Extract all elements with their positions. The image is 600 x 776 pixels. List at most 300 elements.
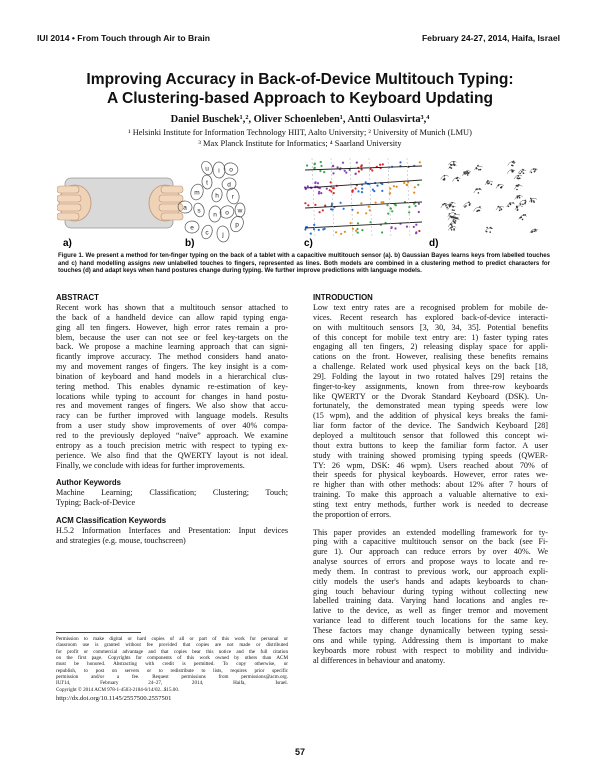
key-letter: s: [197, 207, 201, 215]
cluster-point: [511, 165, 513, 167]
cluster-point: [499, 210, 501, 212]
cluster-point: [519, 178, 521, 180]
touch-point: [360, 202, 362, 204]
touch-point: [304, 228, 306, 230]
intro-line: a challenge. Related work used physical keys on the back [18,: [313, 362, 548, 372]
touch-point: [357, 232, 359, 234]
intro-paragraph-1: [313, 303, 548, 520]
cluster-point: [467, 174, 469, 176]
touch-point: [313, 228, 315, 230]
touch-point: [413, 192, 415, 194]
touch-point: [344, 231, 346, 233]
panel-d-label: d): [429, 238, 439, 249]
cluster-point: [453, 228, 455, 230]
cluster-point: [519, 173, 521, 175]
panel-c-label: c): [304, 238, 313, 249]
intro-line: (15 wpm), and the addition of physical keys breaks the fami-: [313, 411, 548, 421]
intro-line: training. To make this approach a valuable alternative to exi-: [313, 490, 548, 500]
key-letter: w: [237, 207, 243, 215]
abstract-line: blem, because the user can not see or feel key-targets on the: [56, 332, 288, 342]
permission-line: for profit or commercial advantage and that copies bear this notice and the full citation: [56, 648, 288, 655]
authors: Daniel Buschek¹,², Oliver Schoenleben¹, Antti Oulasvirta³,⁴: [170, 114, 430, 125]
intro-line: citly models the user's hands and adapts keyboards to chan-: [313, 576, 548, 586]
cluster: [514, 175, 522, 179]
cluster: [448, 226, 456, 231]
touch-point: [323, 171, 325, 173]
touch-point: [358, 170, 360, 172]
cluster-point: [517, 197, 519, 199]
touch-point: [368, 206, 370, 208]
intro-line: ons and while typing. Addressing them is important to make: [313, 635, 548, 645]
figure-caption: [58, 252, 550, 275]
touch-point: [355, 173, 357, 175]
intro-line: on with multitouch sensors [3, 30, 34, 35]. Potential benefits: [313, 322, 548, 332]
abstract-line: ficantly improve accuracy. The method considers hand anato-: [56, 352, 288, 362]
cluster-point: [457, 180, 459, 182]
intro-line: study with training showed promising typing speeds (QWER-: [313, 450, 548, 460]
cluster-outline: [496, 184, 504, 188]
touch-point: [389, 192, 391, 194]
panel-a-hands-tablet: [57, 178, 183, 249]
key-letter: o: [229, 166, 233, 174]
abstract-line: tering method. This enables dynamic re-estimation of key-: [56, 381, 288, 391]
abstract-line: Recent work has shown that a multitouch sensor attached to: [56, 303, 288, 312]
cluster: [514, 184, 522, 190]
acm-line: H.5.2 Information Interfaces and Presentation: Input devices: [56, 526, 288, 536]
key-letter: m: [194, 189, 200, 197]
cluster-point: [531, 201, 533, 203]
cluster-point: [451, 167, 453, 169]
abstract-line: perience. We also find that the QWERTY layout is not ideal.: [56, 450, 288, 460]
touch-point: [381, 231, 383, 233]
touch-point: [413, 226, 415, 228]
cluster-point: [465, 205, 467, 207]
panel-d-clusters: [429, 161, 538, 250]
abstract-line: back. We propose a machine learning approach that can signi-: [56, 342, 288, 352]
cluster-point: [451, 229, 453, 231]
permission-line: IUI'14, February 24–27, 2014, Haifa, Israel.: [56, 680, 288, 687]
acm-heading: ACM Classification Keywords: [56, 516, 167, 526]
cluster-point: [524, 203, 526, 205]
cluster-point: [519, 197, 521, 199]
abstract-line: racy can be further improved with language models. Results: [56, 411, 288, 421]
touch-point: [365, 212, 367, 214]
touch-point: [335, 231, 337, 233]
touch-point: [318, 229, 320, 231]
touch-point: [414, 186, 416, 188]
cluster: [474, 165, 482, 171]
touch-point: [354, 187, 356, 189]
keywords-line: Typing; Back-of-Device: [56, 498, 136, 508]
intro-line: al differences in behaviour and anatomy.: [313, 655, 445, 665]
cluster-point: [452, 209, 454, 211]
cluster-point: [531, 231, 533, 233]
finger-line: [305, 202, 422, 208]
finger-line: [305, 222, 422, 228]
intro-paragraph-2: [313, 528, 548, 666]
cluster-point: [486, 227, 488, 229]
abstract-line: ging all ten fingers. However, high error rates remain a pro-: [56, 322, 288, 332]
key-letter: d: [227, 181, 231, 189]
cluster-point: [457, 217, 459, 219]
touch-point: [372, 189, 374, 191]
touch-point: [319, 211, 321, 213]
touch-point: [314, 204, 316, 206]
touch-point: [413, 203, 415, 205]
touch-point: [326, 188, 328, 190]
touch-point: [313, 224, 315, 226]
touch-point: [393, 185, 395, 187]
permission-line: republish, to post on servers or to redistribute to lists, requires prior specific: [56, 667, 288, 674]
cluster-point: [469, 204, 471, 206]
cluster-point: [456, 218, 458, 220]
touch-point: [419, 161, 421, 163]
left-column: [56, 293, 288, 546]
cluster: [496, 206, 504, 211]
intro-line: lative to the device, as well as finger tremor and movement: [313, 606, 548, 616]
cluster-point: [523, 172, 525, 174]
cluster-point: [445, 205, 447, 207]
permission-text: [56, 636, 288, 693]
touch-point: [329, 189, 331, 191]
touch-point: [320, 192, 322, 194]
acm-body: [56, 526, 288, 546]
cluster-point: [535, 230, 537, 232]
abstract-body: [56, 303, 288, 470]
cluster-point: [521, 171, 523, 173]
cluster: [529, 198, 537, 203]
abstract-line: Finally, we conclude with ideas for further improvements.: [56, 460, 245, 470]
touch-point: [342, 162, 344, 164]
touch-point: [307, 185, 309, 187]
touch-point: [375, 202, 377, 204]
touch-point: [314, 167, 316, 169]
touch-point: [386, 204, 388, 206]
touch-point: [365, 181, 367, 183]
intro-line: TY: 26 wpm, DSK: 46 wpm). Users reached about 70% of: [313, 460, 548, 470]
intro-line: thout extra buttons to keep the familiar form factor. A user: [313, 440, 548, 450]
touch-point: [391, 226, 393, 228]
touch-point: [369, 209, 371, 211]
cluster-point: [511, 171, 513, 173]
touch-point: [357, 212, 359, 214]
cluster-point: [444, 179, 446, 181]
cluster: [473, 206, 481, 212]
cluster-point: [446, 207, 448, 209]
key-letter: h: [215, 192, 219, 200]
running-header-left: IUI 2014 • From Touch through Air to Brain: [37, 33, 210, 43]
intro-line: deployed a multitouch sensor that followed this concept wi-: [313, 430, 548, 440]
cluster-point: [501, 208, 503, 210]
intro-line: medy them. In contrast to previous work, our approach expli-: [313, 566, 548, 576]
touch-point: [381, 201, 383, 203]
touch-point: [418, 211, 420, 213]
touch-point: [415, 205, 417, 207]
touch-point: [389, 188, 391, 190]
touch-point: [340, 202, 342, 204]
intro-line: 29]. Folding the layout in two rotated halves [29] retains the: [313, 371, 548, 381]
cluster: [507, 202, 515, 207]
touch-point: [317, 182, 319, 184]
key-letter: p: [235, 221, 239, 229]
touch-point: [333, 192, 335, 194]
cluster-point: [451, 224, 453, 226]
permission-line: permission and/or a fee. Request permissions from permissions@acm.org.: [56, 674, 288, 681]
cluster-point: [488, 182, 490, 184]
key-letter: u: [205, 165, 209, 173]
keywords-body: [56, 488, 288, 508]
intro-line: gure 1). Our approach can reduce errors by over 40%. We: [313, 547, 548, 557]
intro-line: their speeds for physical keyboards. However, error rates we-: [313, 470, 548, 480]
cluster-point: [525, 201, 527, 203]
touch-point: [306, 164, 308, 166]
touch-point: [355, 230, 357, 232]
touch-point: [406, 184, 408, 186]
cluster: [452, 177, 460, 182]
touch-point: [314, 163, 316, 165]
intro-line: analyse sources of errors and propose ways to locate and re-: [313, 557, 548, 567]
intro-line: labelled training data. Varying hand locations and angles re-: [313, 596, 548, 606]
cluster-point: [501, 187, 503, 189]
acm-line: and strategies (e.g. mouse, touchscreen): [56, 535, 186, 545]
permission-line: Copyright © 2014 ACM 978-1-4503-2184-6/14/02...$15.00.: [56, 686, 180, 693]
cluster-point: [508, 206, 510, 208]
touch-point: [307, 204, 309, 206]
cluster-point: [489, 231, 491, 233]
running-header-right: February 24-27, 2014, Haifa, Israel: [421, 33, 560, 43]
caption-emph: new: [153, 259, 165, 267]
abstract-heading: ABSTRACT: [56, 293, 99, 302]
title-line-2: A Clustering-based Approach to Keyboard Updating: [106, 90, 494, 107]
cluster: [496, 184, 504, 189]
right-column: [313, 293, 548, 665]
touch-point: [381, 190, 383, 192]
key-letter: a: [183, 204, 187, 212]
cluster: [449, 164, 457, 169]
touch-point: [319, 170, 321, 172]
permission-line: must be honored. Abstracting with credit is permitted. To copy otherwise, or: [56, 661, 288, 668]
touch-point: [396, 186, 398, 188]
cluster-point: [522, 219, 524, 221]
cluster-point: [453, 210, 455, 212]
cluster: [448, 205, 456, 211]
touch-point: [371, 169, 373, 171]
intro-line: vices. Recent research has explored back-of-device interacti-: [313, 312, 548, 322]
cluster-point: [491, 184, 493, 186]
key-letter: c: [205, 229, 209, 237]
intro-line: fortunately, the demonstrated mean typing speeds were low: [313, 401, 548, 411]
intro-line: like QWERTY or the Dvorak Standard Keyboard (DSK). Un-: [313, 391, 548, 401]
cluster-point: [533, 230, 535, 232]
touch-point: [320, 165, 322, 167]
intro-line: liar form factor of the device. The Sandwich Keyboard [28]: [313, 421, 548, 431]
affiliation-line-1: ¹ Helsinki Institute for Information Technology HIIT, Aalto University; ² University of Munich (LMU): [128, 128, 472, 137]
touch-point: [350, 222, 352, 224]
cluster-point: [486, 231, 488, 233]
touch-point: [387, 213, 389, 215]
touch-point: [403, 182, 405, 184]
touch-point: [406, 226, 408, 228]
cluster-point: [455, 220, 457, 222]
cluster: [519, 214, 527, 220]
touch-point: [318, 191, 320, 193]
caption-lead: Figure 1. We present a method for ten-finger typing on the back of a tablet with a capacitive multitouch sensor (a). b) Gaussian Bayes learns keys from labelled touches and c) hand modelling assigns: [58, 252, 550, 267]
abstract-line: the back of a handheld device can allow rapid typing enga-: [56, 312, 288, 322]
touch-point: [361, 229, 363, 231]
cluster: [508, 161, 516, 167]
permission-block: [56, 632, 288, 703]
touch-point: [315, 181, 317, 183]
key-letter: e: [190, 224, 194, 232]
abstract-line: res and movement ranges of fingers. We also show that accu-: [56, 401, 288, 411]
abstract-line: from a user study show improvements of over 40% compa-: [56, 421, 288, 431]
touch-point: [343, 208, 345, 210]
affiliation-line-2: ³ Max Planck Institute for Informatics; ⁴ Saarland University: [198, 139, 402, 148]
keywords-heading: Author Keywords: [56, 478, 121, 488]
finger-line: [305, 166, 422, 170]
touch-point: [344, 170, 346, 172]
touch-point: [418, 230, 420, 232]
abstract-line: my and movement ranges of fingers. The key insight is a com-: [56, 362, 288, 372]
keywords-line: Machine Learning; Classification; Clustering; Touch;: [56, 488, 288, 498]
cluster-point: [516, 189, 518, 191]
cluster-point: [517, 209, 519, 211]
touch-point: [361, 191, 363, 193]
footnote-rule: [56, 632, 141, 633]
cluster: [519, 200, 527, 206]
cluster: [485, 180, 493, 185]
abstract-line: red to the previously deployed “naïve” approach. We examine: [56, 430, 288, 440]
touch-point: [337, 166, 339, 168]
cluster-point: [499, 207, 501, 209]
cluster: [515, 206, 523, 211]
touch-point: [324, 228, 326, 230]
touch-point: [352, 228, 354, 230]
touch-point: [379, 164, 381, 166]
intro-line: ping with a capacitive multitouch sensor on the back (see Fi-: [313, 537, 548, 547]
key-letter: n: [213, 211, 217, 219]
touch-point: [352, 190, 354, 192]
touch-point: [333, 187, 335, 189]
touch-point: [340, 233, 342, 235]
cluster: [530, 229, 538, 233]
touch-point: [330, 181, 332, 183]
touch-point: [330, 208, 332, 210]
touch-point: [324, 205, 326, 207]
intro-line: of this concept for mobile text entry are: 1) faster typing rates: [313, 332, 548, 342]
intro-line: This paper provides an extended modelling framework for ty-: [313, 527, 548, 537]
grid-line: [388, 158, 391, 238]
cluster-point: [520, 203, 522, 205]
introduction-heading: INTRODUCTION: [313, 293, 373, 302]
touch-point: [304, 202, 306, 204]
panel-b-gaussian-keys: [177, 160, 246, 249]
cluster: [485, 227, 493, 233]
caption-rest: unlabelled touches to fingers, represented as lines. Both models are combined in a clustering method to predict characters for touches (d) and adapt keys when hand postures change during typing. We further improve predictions with language models.: [58, 259, 550, 275]
intro-line: These factors may change dynamically between typing sessi-: [313, 626, 548, 635]
cluster-point: [513, 162, 515, 164]
cluster: [530, 168, 538, 173]
title-line-1: Improving Accuracy in Back-of-Device Multitouch Typing:: [86, 71, 514, 88]
cluster: [441, 175, 449, 181]
touch-point: [356, 162, 358, 164]
touch-point: [357, 222, 359, 224]
intro-line: engaging all ten fingers, 2) releasing display space for appli-: [313, 342, 548, 352]
cluster-point: [480, 169, 482, 171]
panel-c-hand-model: [304, 158, 422, 249]
page-number: 57: [294, 747, 305, 757]
cluster-point: [522, 204, 524, 206]
touch-point: [356, 228, 358, 230]
touch-point: [391, 210, 393, 212]
cluster-point: [476, 211, 478, 213]
intro-line: the proportion of errors.: [313, 509, 392, 519]
intro-line: ging touch behaviour during typing without collecting new: [313, 586, 548, 596]
touch-point: [332, 165, 334, 167]
touch-point: [376, 185, 378, 187]
touch-point: [399, 161, 401, 163]
cluster: [463, 202, 471, 208]
intro-line: finger-to-key assignments, known from three-row keyboards: [313, 381, 548, 391]
cluster-point: [466, 173, 468, 175]
cluster-point: [531, 172, 533, 174]
panel-b-label: b): [185, 238, 195, 249]
abstract-line: locations while typing to account for changes in hand postu-: [56, 391, 288, 401]
touch-point: [361, 188, 363, 190]
cluster-outline: [448, 206, 456, 210]
touch-point: [415, 224, 417, 226]
intro-line: keyboards more robust with respect to mobility and individu-: [313, 645, 548, 655]
intro-line: Low text entry rates are a recognised problem for mobile de-: [313, 303, 548, 312]
key-letter: j: [222, 231, 224, 239]
permission-line: Permission to make digital or hard copies of all or part of this work for personal or: [56, 636, 288, 642]
cluster: [463, 170, 471, 175]
cluster-point: [534, 171, 536, 173]
cluster-point: [478, 169, 480, 171]
touch-point: [345, 172, 347, 174]
abstract-line: bination of keyboard and hand models in a hierarchical clus-: [56, 371, 288, 381]
touch-point: [415, 232, 417, 234]
paper-title: [30, 70, 570, 108]
touch-point: [357, 190, 359, 192]
key-letter: t: [206, 179, 208, 187]
permission-line: on the first page. Copyrights for components of this work owned by others than ACM: [56, 655, 288, 662]
touch-point: [332, 172, 334, 174]
touch-point: [360, 165, 362, 167]
panel-a-label: a): [63, 238, 72, 249]
cluster: [515, 195, 523, 200]
permission-line: classroom use is granted without fee provided that copies are not made or distributed: [56, 642, 288, 649]
key-letter: o: [225, 209, 229, 217]
key-letter: r: [231, 193, 235, 201]
intro-line: sting text entry methods, further work is needed to decrease: [313, 499, 548, 509]
touch-point: [418, 203, 420, 205]
doi-link[interactable]: http://dx.doi.org/10.1145/2557500.2557501: [56, 695, 172, 703]
intro-line: cations on the front. However, realising these benefits remains: [313, 352, 548, 362]
cluster-point: [476, 168, 478, 170]
touch-point: [351, 209, 353, 211]
touch-point: [320, 161, 322, 163]
cluster-point: [533, 201, 535, 203]
touch-point: [322, 209, 324, 211]
cluster: [518, 169, 526, 174]
cluster-point: [535, 169, 537, 171]
cluster-point: [478, 192, 480, 194]
touch-point: [417, 184, 419, 186]
key-letter: i: [218, 167, 220, 175]
intro-line: re higher than with other methods: about 12% after 7 hours of: [313, 480, 548, 490]
touch-point: [382, 163, 384, 165]
